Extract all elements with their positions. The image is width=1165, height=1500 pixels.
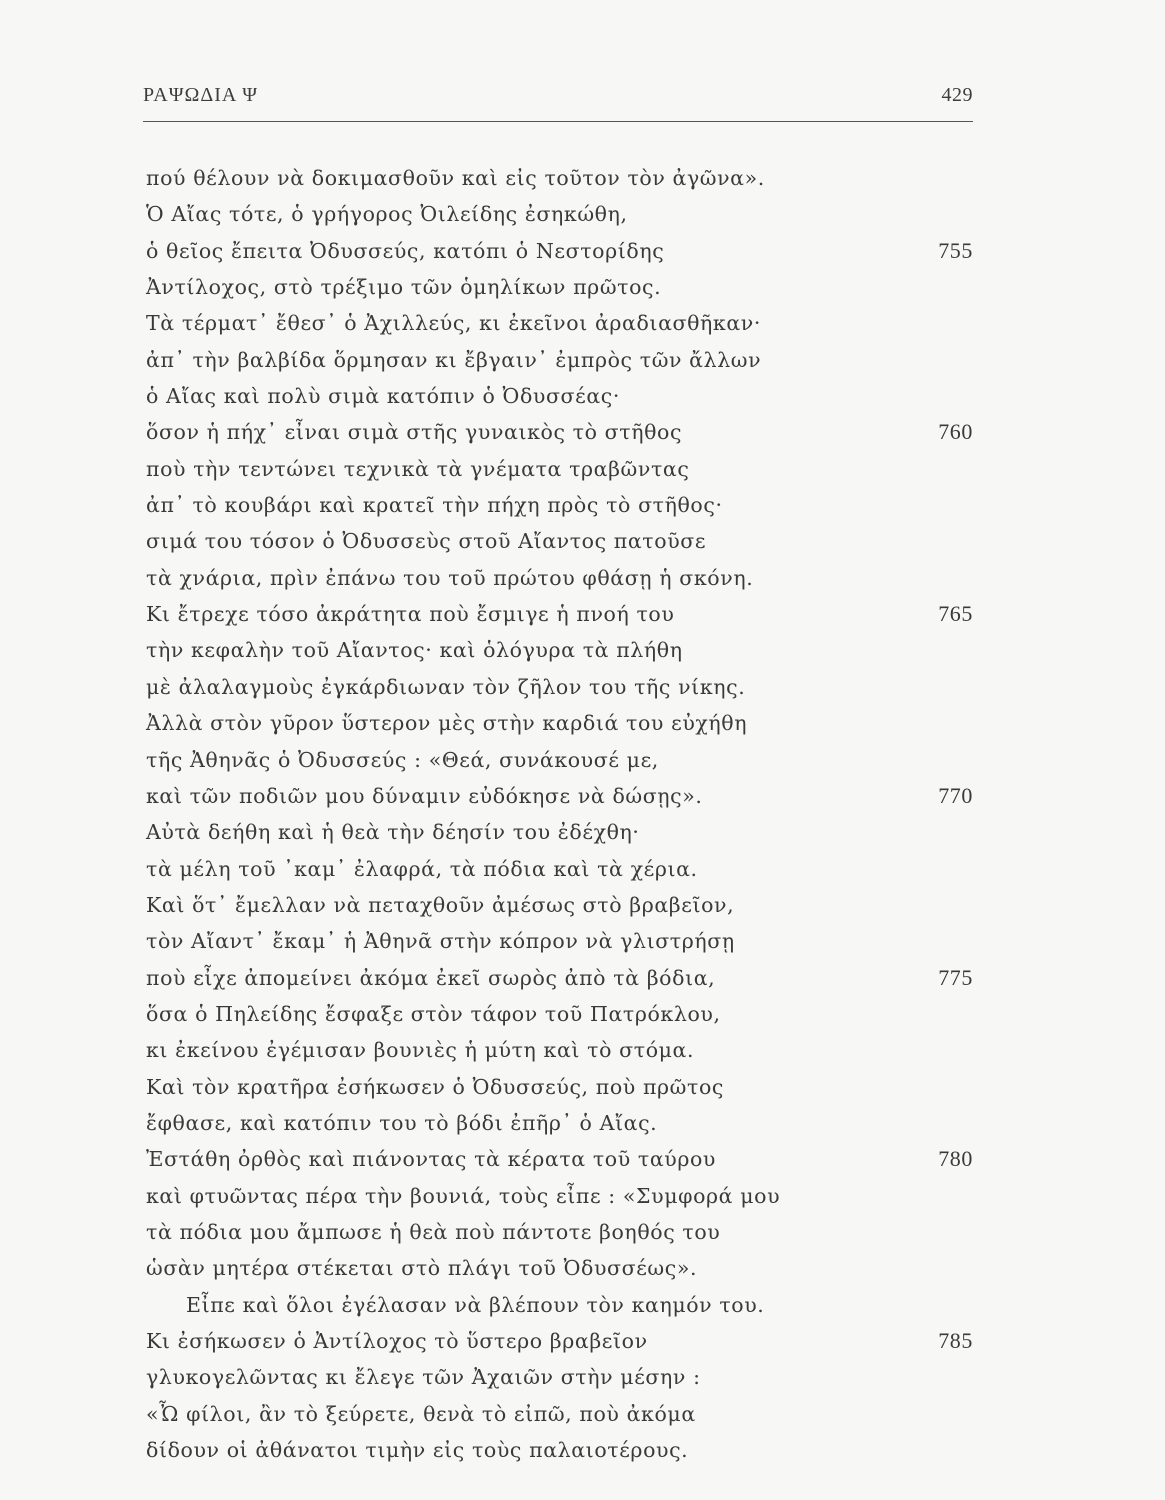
verse-line bbox=[146, 705, 976, 741]
verse-line bbox=[146, 523, 976, 559]
verse-line bbox=[146, 451, 976, 487]
line-number: 755 bbox=[938, 237, 973, 263]
verse-text: Ὁ Αἴας τότε, ὁ γρήγορος Ὀιλείδης ἐσηκώθη, bbox=[146, 202, 628, 227]
verse-line bbox=[146, 887, 976, 923]
verse-text: Εἶπε καὶ ὅλοι ἐγέλασαν νὰ βλέπουν τὸν καημόν του. bbox=[186, 1292, 765, 1317]
verse-line bbox=[146, 778, 976, 814]
verse-line bbox=[146, 1214, 976, 1250]
header-rule bbox=[143, 121, 973, 122]
verse-line bbox=[146, 1032, 976, 1068]
verse-line bbox=[146, 632, 976, 668]
verse-text: σιμά του τόσον ὁ Ὀδυσσεὺς στοῦ Αἴαντος πατοῦσε bbox=[146, 529, 707, 554]
verse-line bbox=[146, 1396, 976, 1432]
verse-text: Ἀλλὰ στὸν γῦρον ὕστερον μὲς στὴν καρδιά του εὐχήθη bbox=[146, 711, 748, 736]
verse-line bbox=[146, 1178, 976, 1214]
verse-text: δίδουν οἱ ἀθάνατοι τιμὴν εἰς τοὺς παλαιοτέρους. bbox=[146, 1438, 689, 1463]
verse-text: Κι ἐσήκωσεν ὁ Ἀντίλοχος τὸ ὕστερο βραβεῖον bbox=[146, 1329, 648, 1353]
verse-line bbox=[146, 742, 976, 778]
verse-text: γλυκογελῶντας κι ἔλεγε τῶν Ἀχαιῶν στὴν μέσην : bbox=[146, 1365, 701, 1390]
line-number: 770 bbox=[938, 782, 973, 808]
verse-text: μὲ ἀλαλαγμοὺς ἐγκάρδιωναν τὸν ζῆλον του τῆς νίκης. bbox=[146, 674, 746, 699]
verse-line bbox=[146, 560, 976, 596]
verse-text: Αὐτὰ δεήθη καὶ ἡ θεὰ τὴν δέησίν του ἐδέχθη· bbox=[146, 820, 640, 845]
page-number: 429 bbox=[941, 84, 973, 106]
verse-line bbox=[146, 305, 976, 341]
verse-text: ἔφθασε, καὶ κατόπιν του τὸ βόδι ἐπῆρ᾽ ὁ Αἴας. bbox=[146, 1110, 658, 1135]
line-number: 785 bbox=[938, 1328, 973, 1353]
verse-line bbox=[146, 233, 976, 269]
running-head bbox=[143, 84, 973, 114]
line-number: 780 bbox=[938, 1146, 973, 1172]
verse-text: τὰ μέλη τοῦ ᾽καμ᾽ ἐλαφρά, τὰ πόδια καὶ τὰ χέρια. bbox=[146, 856, 698, 881]
verse-line bbox=[146, 1105, 976, 1141]
verse-text: τὰ πόδια μου ἄμπωσε ἡ θεὰ ποὺ πάντοτε βοηθός του bbox=[146, 1219, 721, 1244]
line-number: 765 bbox=[938, 601, 973, 627]
verse-line bbox=[146, 160, 976, 196]
verse-line bbox=[146, 960, 976, 996]
verse-text: «Ὦ φίλοι, ἂν τὸ ξεύρετε, θενὰ τὸ εἰπῶ, ποὺ ἀκόμα bbox=[146, 1401, 696, 1426]
verse-text: τὰ χνάρια, πρὶν ἐπάνω του τοῦ πρώτου φθάσῃ ἡ σκόνη. bbox=[146, 565, 754, 590]
verse-line bbox=[146, 1359, 976, 1395]
verse-line bbox=[146, 814, 976, 850]
verse-text: ποὺ εἶχε ἀπομείνει ἀκόμα ἐκεῖ σωρὸς ἀπὸ τὰ βόδια, bbox=[146, 965, 716, 990]
verse-line bbox=[146, 1432, 976, 1468]
verse-block bbox=[146, 160, 976, 1468]
line-number: 775 bbox=[938, 964, 973, 990]
verse-text: ὅσον ἡ πήχ᾽ εἶναι σιμὰ στῆς γυναικὸς τὸ στῆθος bbox=[146, 420, 683, 445]
verse-text: ποὺ τὴν τεντώνει τεχνικὰ τὰ γνέματα τραβῶντας bbox=[146, 456, 690, 481]
verse-line bbox=[146, 851, 976, 887]
verse-text: τὸν Αἴαντ᾽ ἔκαμ᾽ ἡ Ἀθηνᾶ στὴν κόπρον νὰ γλιστρήσῃ bbox=[146, 929, 735, 954]
verse-line bbox=[146, 378, 976, 414]
line-number: 760 bbox=[938, 419, 973, 445]
verse-text: Κι ἔτρεχε τόσο ἀκράτητα ποὺ ἔσμιγε ἡ πνοή του bbox=[146, 602, 675, 627]
verse-text: ἀπ᾽ τὴν βαλβίδα ὅρμησαν κι ἔβγαιν᾽ ἐμπρὸς τῶν ἄλλων bbox=[146, 347, 762, 372]
verse-text: Ἐστάθη ὀρθὸς καὶ πιάνοντας τὰ κέρατα τοῦ ταύρου bbox=[146, 1147, 716, 1172]
verse-line bbox=[146, 923, 976, 959]
verse-line bbox=[146, 669, 976, 705]
verse-text: τῆς Ἀθηνᾶς ὁ Ὀδυσσεύς : «Θεά, συνάκουσέ με, bbox=[146, 747, 659, 772]
verse-text: καὶ τῶν ποδιῶν μου δύναμιν εὐδόκησε νὰ δώσῃς». bbox=[146, 783, 703, 808]
verse-text: Καὶ ὅτ᾽ ἔμελλαν νὰ πεταχθοῦν ἀμέσως στὸ βραβεῖον, bbox=[146, 892, 735, 917]
verse-line bbox=[146, 269, 976, 305]
verse-text: πού θέλουν νὰ δοκιμασθοῦν καὶ εἰς τοῦτον τὸν ἀγῶνα». bbox=[146, 166, 765, 190]
verse-text: Τὰ τέρματ᾽ ἔθεσ᾽ ὁ Ἀχιλλεύς, κι ἐκεῖνοι ἀραδιασθῆκαν· bbox=[146, 311, 761, 336]
verse-line bbox=[146, 1069, 976, 1105]
verse-text: Ἀντίλοχος, στὸ τρέξιμο τῶν ὁμηλίκων πρῶτος. bbox=[146, 275, 662, 300]
verse-line bbox=[146, 342, 976, 378]
verse-text: ὁ Αἴας καὶ πολὺ σιμὰ κατόπιν ὁ Ὀδυσσέας· bbox=[146, 384, 620, 409]
verse-text: Καὶ τὸν κρατῆρα ἐσήκωσεν ὁ Ὀδυσσεύς, ποὺ πρῶτος bbox=[146, 1074, 724, 1099]
chapter-title: ΡΑΨΩΔΙΑ Ψ bbox=[143, 84, 258, 106]
verse-line bbox=[146, 196, 976, 232]
verse-line bbox=[146, 414, 976, 450]
verse-line bbox=[146, 1323, 976, 1359]
verse-line bbox=[146, 1141, 976, 1177]
verse-line bbox=[146, 596, 976, 632]
verse-line bbox=[146, 996, 976, 1032]
verse-text: ἀπ᾽ τὸ κουβάρι καὶ κρατεῖ τὴν πήχη πρὸς τὸ στῆθος· bbox=[146, 493, 723, 518]
verse-line bbox=[146, 487, 976, 523]
verse-text: κι ἐκείνου ἐγέμισαν βουνιὲς ἡ μύτη καὶ τὸ στόμα. bbox=[146, 1038, 695, 1063]
verse-line bbox=[146, 1287, 976, 1323]
verse-text: τὴν κεφαλὴν τοῦ Αἴαντος· καὶ ὁλόγυρα τὰ πλήθη bbox=[146, 638, 683, 663]
verse-text: καὶ φτυῶντας πέρα τὴν βουνιά, τοὺς εἶπε : «Συμφορά μου bbox=[146, 1183, 781, 1208]
verse-text: ὡσὰν μητέρα στέκεται στὸ πλάγι τοῦ Ὀδυσσέως». bbox=[146, 1256, 698, 1281]
verse-text: ὅσα ὁ Πηλείδης ἔσφαξε στὸν τάφον τοῦ Πατρόκλου, bbox=[146, 1001, 721, 1026]
verse-text: ὁ θεῖος ἔπειτα Ὀδυσσεύς, κατόπι ὁ Νεστορίδης bbox=[146, 238, 665, 263]
verse-line bbox=[146, 1250, 976, 1286]
